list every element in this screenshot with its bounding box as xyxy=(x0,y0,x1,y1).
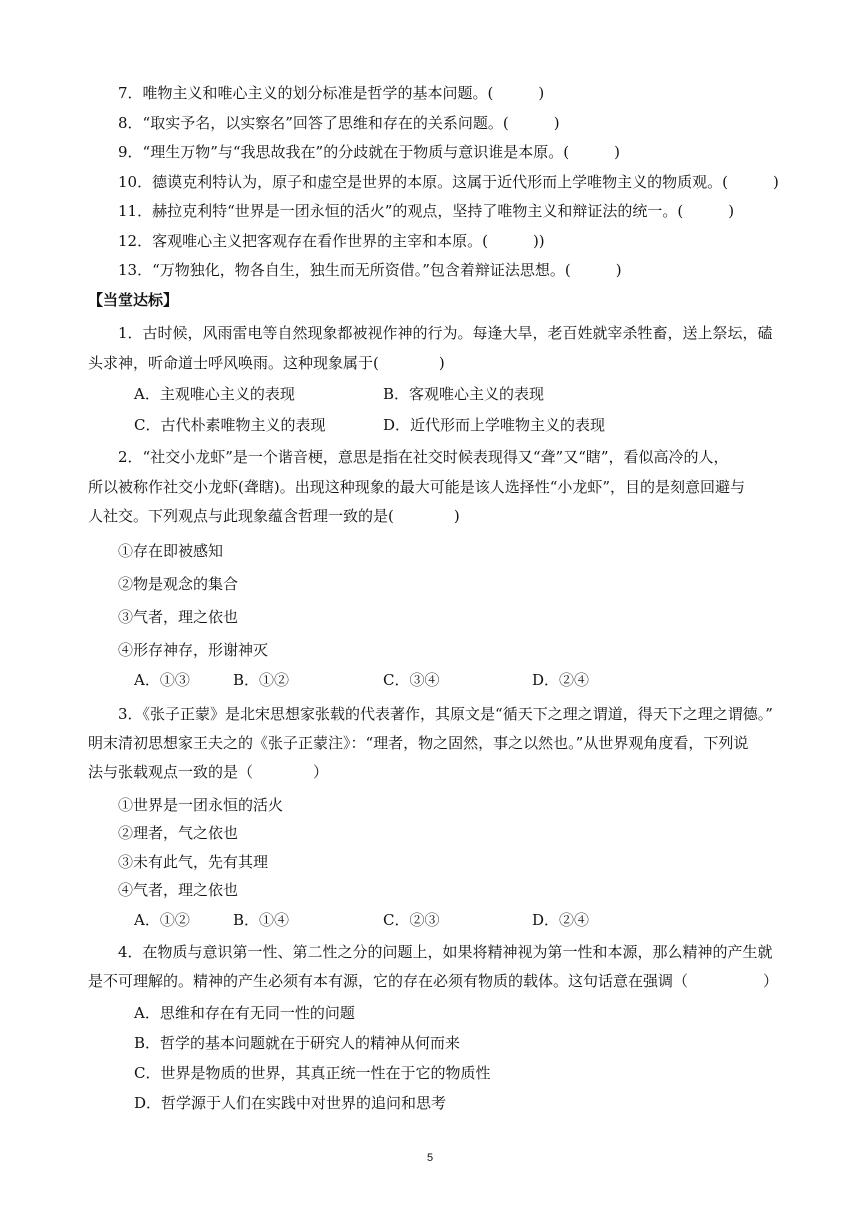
q4-option-d: D．哲学源于人们在实践中对世界的追问和思考 xyxy=(134,1094,447,1112)
q3-statement-4: ④气者，理之依也 xyxy=(118,881,239,899)
q3-stem-line-3: 法与张载观点一致的是（ ） xyxy=(88,763,329,781)
judgment-item-13: 13．“万物独化，物各自生，独生而无所资借。”包含着辩证法思想。( ) xyxy=(118,261,622,279)
q1-option-b: B．客观唯心主义的表现 xyxy=(383,385,545,403)
q4-option-c: C．世界是物质的世界，其真正统一性在于它的物质性 xyxy=(134,1064,491,1082)
judgment-item-11: 11．赫拉克利特“世界是一团永恒的活火”的观点，坚持了唯物主义和辩证法的统一。( ) xyxy=(118,202,735,220)
q3-statement-2: ②理者，气之依也 xyxy=(118,824,239,842)
q4-option-a: A．思维和存在有无同一性的问题 xyxy=(134,1004,355,1022)
q2-option-a: A．①③ xyxy=(134,671,190,689)
q1-stem-line-1: 1．古时候，风雨雷电等自然现象都被视作神的行为。每逢大旱，老百姓就宰杀牲畜，送上祭坛，磕 xyxy=(118,324,773,342)
q3-statement-3: ③未有此气，先有其理 xyxy=(118,853,269,871)
q2-option-c: C．③④ xyxy=(383,671,440,689)
q1-option-a: A．主观唯心主义的表现 xyxy=(134,385,295,403)
q2-option-b: B．①② xyxy=(233,671,290,689)
q1-option-d: D．近代形而上学唯物主义的表现 xyxy=(383,416,606,434)
q3-stem-line-2: 明末清初思想家王夫之的《张子正蒙注》：“理者，物之固然，事之以然也。”从世界观角度看，下列说 xyxy=(88,734,749,752)
judgment-item-8: 8．“取实予名，以实察名”回答了思维和存在的关系问题。( ) xyxy=(118,114,560,132)
q1-option-c: C．古代朴素唯物主义的表现 xyxy=(134,416,326,434)
q3-statement-1: ①世界是一团永恒的活火 xyxy=(118,796,284,814)
q3-stem-line-1: 3．《张子正蒙》是北宋思想家张载的代表著作，其原文是“循天下之理之谓道，得天下之理之谓德。” xyxy=(118,705,773,723)
judgment-item-9: 9．“理生万物”与“我思故我在”的分歧就在于物质与意识谁是本原。( ) xyxy=(118,143,620,161)
q3-option-a: A．①② xyxy=(134,911,190,929)
q1-stem-line-2: 头求神，听命道士呼风唤雨。这种现象属于( ) xyxy=(88,354,445,372)
q2-stem-line-2: 所以被称作社交小龙虾(聋瞎)。出现这种现象的最大可能是该人选择性“小龙虾”，目的是刻意回避与 xyxy=(88,478,746,496)
q2-statement-1: ①存在即被感知 xyxy=(118,542,224,560)
q4-option-b: B．哲学的基本问题就在于研究人的精神从何而来 xyxy=(134,1034,461,1052)
section-title: 【当堂达标】 xyxy=(88,291,179,309)
q4-stem-line-2: 是不可理解的。精神的产生必须有本有源，它的存在必须有物质的载体。这句话意在强调（ ） xyxy=(88,972,779,990)
q3-option-b: B．①④ xyxy=(233,911,290,929)
q2-stem-line-3: 人社交。下列观点与此现象蕴含哲理一致的是( ) xyxy=(88,507,460,525)
q4-stem-line-1: 4．在物质与意识第一性、第二性之分的问题上，如果将精神视为第一性和本源，那么精神的产生就 xyxy=(118,943,773,961)
q2-statement-4: ④形存神存，形谢神灭 xyxy=(118,641,269,659)
q3-option-d: D．②④ xyxy=(532,911,590,929)
judgment-item-7: 7．唯物主义和唯心主义的划分标准是哲学的基本问题。( ) xyxy=(118,84,545,102)
page-number: 5 xyxy=(426,1152,434,1164)
q2-statement-2: ②物是观念的集合 xyxy=(118,575,239,593)
q2-stem-line-1: 2．“社交小龙虾”是一个谐音梗，意思是指在社交时候表现得又“聋”又“瞎”，看似高冷的人， xyxy=(118,448,729,466)
q2-option-d: D．②④ xyxy=(532,671,590,689)
q2-statement-3: ③气者，理之依也 xyxy=(118,608,239,626)
judgment-item-10: 10．德谟克利特认为，原子和虚空是世界的本原。这属于近代形而上学唯物主义的物质观。( ) xyxy=(118,173,779,191)
judgment-item-12: 12．客观唯心主义把客观存在看作世界的主宰和本原。( )) xyxy=(118,232,545,250)
q3-option-c: C．②③ xyxy=(383,911,440,929)
